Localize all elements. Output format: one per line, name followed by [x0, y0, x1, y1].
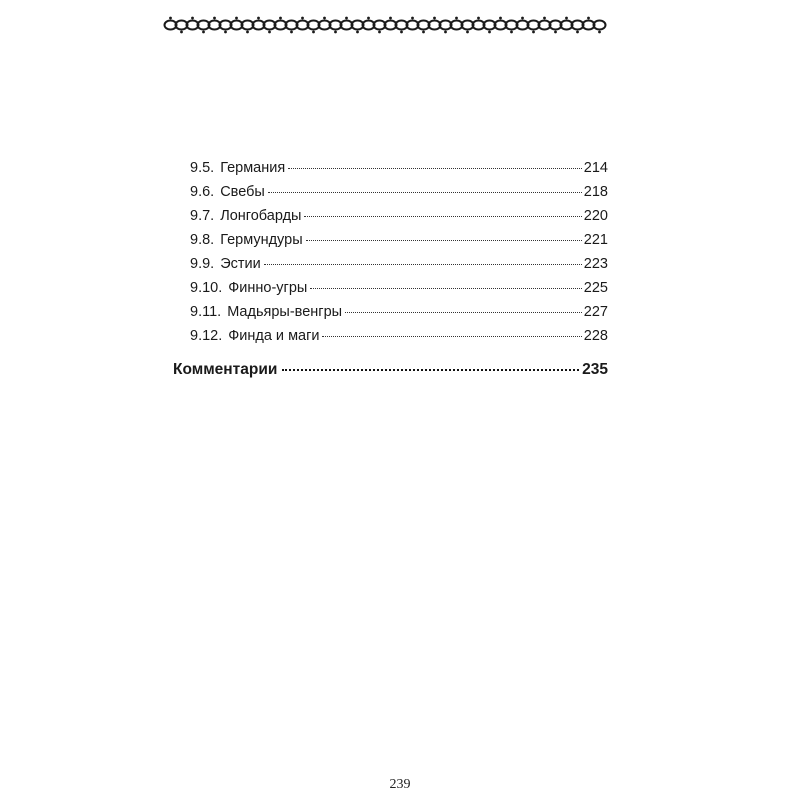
toc-entry[interactable] [190, 228, 608, 252]
toc-entry-number: 9.5. [190, 160, 215, 176]
toc-entry[interactable] [190, 300, 608, 324]
toc-entry-number: 9.11. [190, 304, 222, 320]
toc-entry-title: Гермундуры [220, 232, 303, 248]
toc-entry[interactable] [190, 252, 608, 276]
toc-entry-title: Мадьяры-венгры [227, 304, 343, 320]
header-ornament-icon [163, 14, 607, 36]
toc-entry-number: 9.8. [190, 232, 215, 248]
toc-dot-leader [306, 239, 582, 241]
toc-entry-title: Финно-угры [228, 280, 308, 296]
toc-entry[interactable] [190, 156, 608, 180]
toc-entry-page: 218 [583, 184, 608, 200]
toc-dot-leader [288, 167, 582, 169]
toc-entry-title: Финда и маги [228, 328, 320, 344]
toc-entry-page: 220 [583, 208, 608, 224]
toc-dot-leader [345, 311, 582, 313]
toc-entry-title: Германия [220, 160, 286, 176]
toc-dot-leader [310, 287, 581, 289]
toc-dot-leader [264, 263, 582, 265]
toc-dot-leader [282, 368, 579, 371]
toc-entry[interactable] [190, 324, 608, 348]
toc-entry-number: 9.7. [190, 208, 215, 224]
toc-entry-comments[interactable] [173, 357, 608, 383]
toc-comments-title: Комментарии [173, 361, 278, 378]
toc-comments-page: 235 [582, 361, 608, 378]
toc-dot-leader [268, 191, 582, 193]
toc-entry-number: 9.10. [190, 280, 223, 296]
toc-entry-title: Эстии [220, 256, 261, 272]
toc-entry[interactable] [190, 204, 608, 228]
toc-entry-page: 228 [583, 328, 608, 344]
toc-entry[interactable] [190, 276, 608, 300]
toc-entry-number: 9.6. [190, 184, 215, 200]
toc-entry-page: 221 [583, 232, 608, 248]
toc-entry-page: 214 [583, 160, 608, 176]
toc-entry-page: 225 [583, 280, 608, 296]
toc-entry-page: 223 [583, 256, 608, 272]
toc-entry-number: 9.9. [190, 256, 215, 272]
toc-dot-leader [322, 335, 581, 337]
toc-entry-title: Свебы [220, 184, 265, 200]
toc-entry-number: 9.12. [190, 328, 223, 344]
page-number: 239 [389, 777, 411, 792]
toc-entry[interactable] [190, 180, 608, 204]
toc-entry-title: Лонгобарды [220, 208, 302, 224]
toc-dot-leader [304, 215, 581, 217]
table-of-contents [190, 156, 608, 348]
toc-entry-page: 227 [583, 304, 608, 320]
